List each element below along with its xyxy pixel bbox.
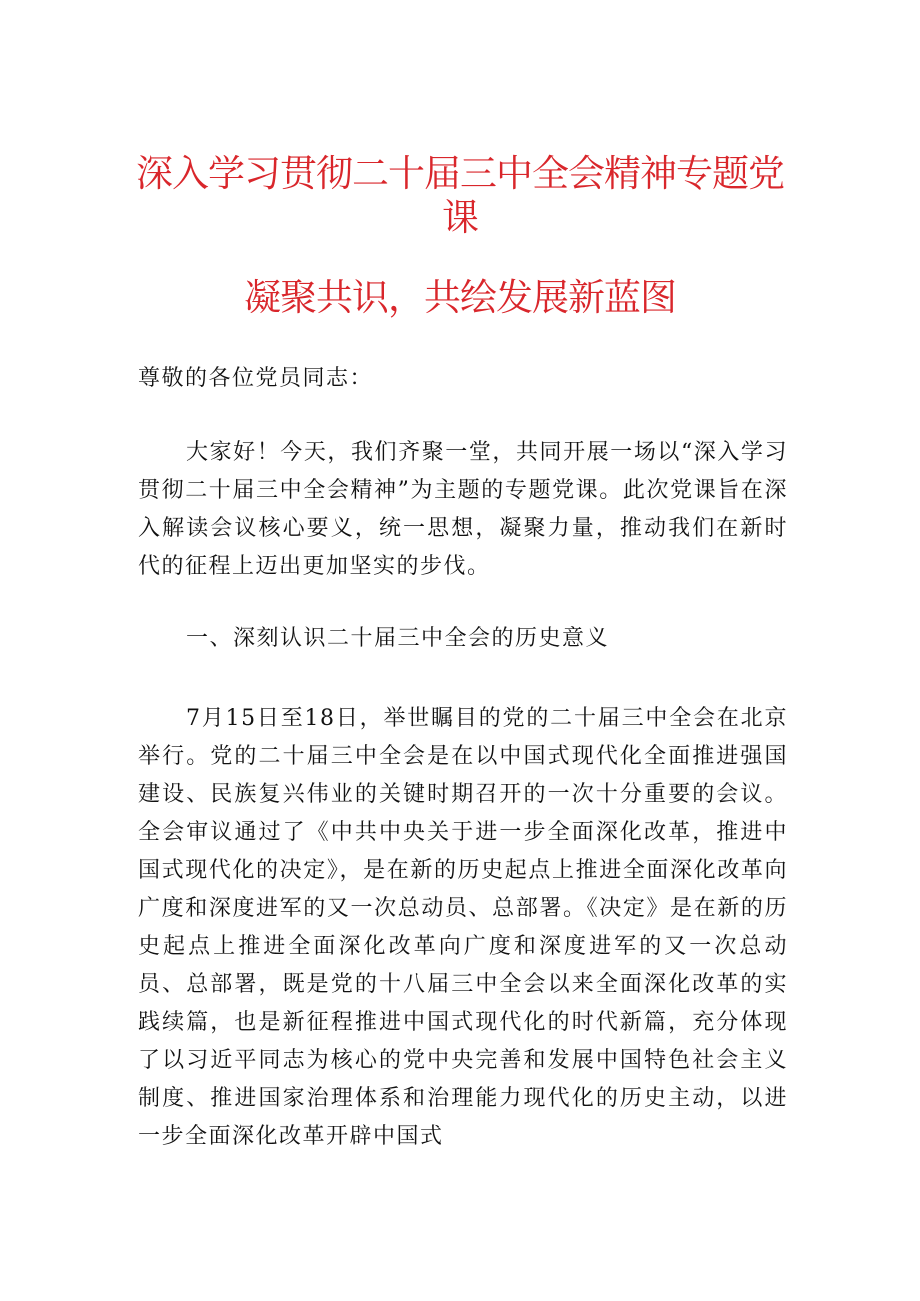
intro-paragraph: 大家好！今天，我们齐聚一堂，共同开展一场以“深入学习贯彻二十届三中全会精神”为主题的专题党课。此次党课旨在深入解读会议核心要义，统一思想，凝聚力量，推动我们在新时代的征程上迈出更加坚实的步伐。 (138, 440, 788, 579)
salutation: 尊敬的各位党员同志： (138, 366, 374, 391)
section-heading: 一、深刻认识二十届三中全会的历史意义 (186, 626, 610, 651)
document-subtitle: 凝聚共识，共绘发展新蓝图 (244, 276, 676, 319)
document-title: 深入学习贯彻二十届三中全会精神专题党课 (136, 152, 784, 239)
body-paragraph: 7月15日至18日，举世瞩目的党的二十届三中全会在北京举行。党的二十届三中全会是在以中国式现代化全面推进强国建设、民族复兴伟业的关键时期召开的一次十分重要的会议。全会审议通过了《中共中央关于进一步全面深化改革，推进中国式现代化的决定》，是在新的历史起点上推进全面深化改革向广度和深度进军的又一次总动员、总部署。《决定》是在新的历史起点上推进全面深化改革向广度和深度进军的又一次总动员、总部署，既是党的十八届三中全会以来全面深化改革的实践续篇，也是新征程推进中国式现代化的时代新篇，充分体现了以习近平同志为核心的党中央完善和发展中国特色社会主义制度、推进国家治理体系和治理能力现代化的历史主动，以进一步全面深化改革开辟中国式 (138, 706, 788, 1149)
